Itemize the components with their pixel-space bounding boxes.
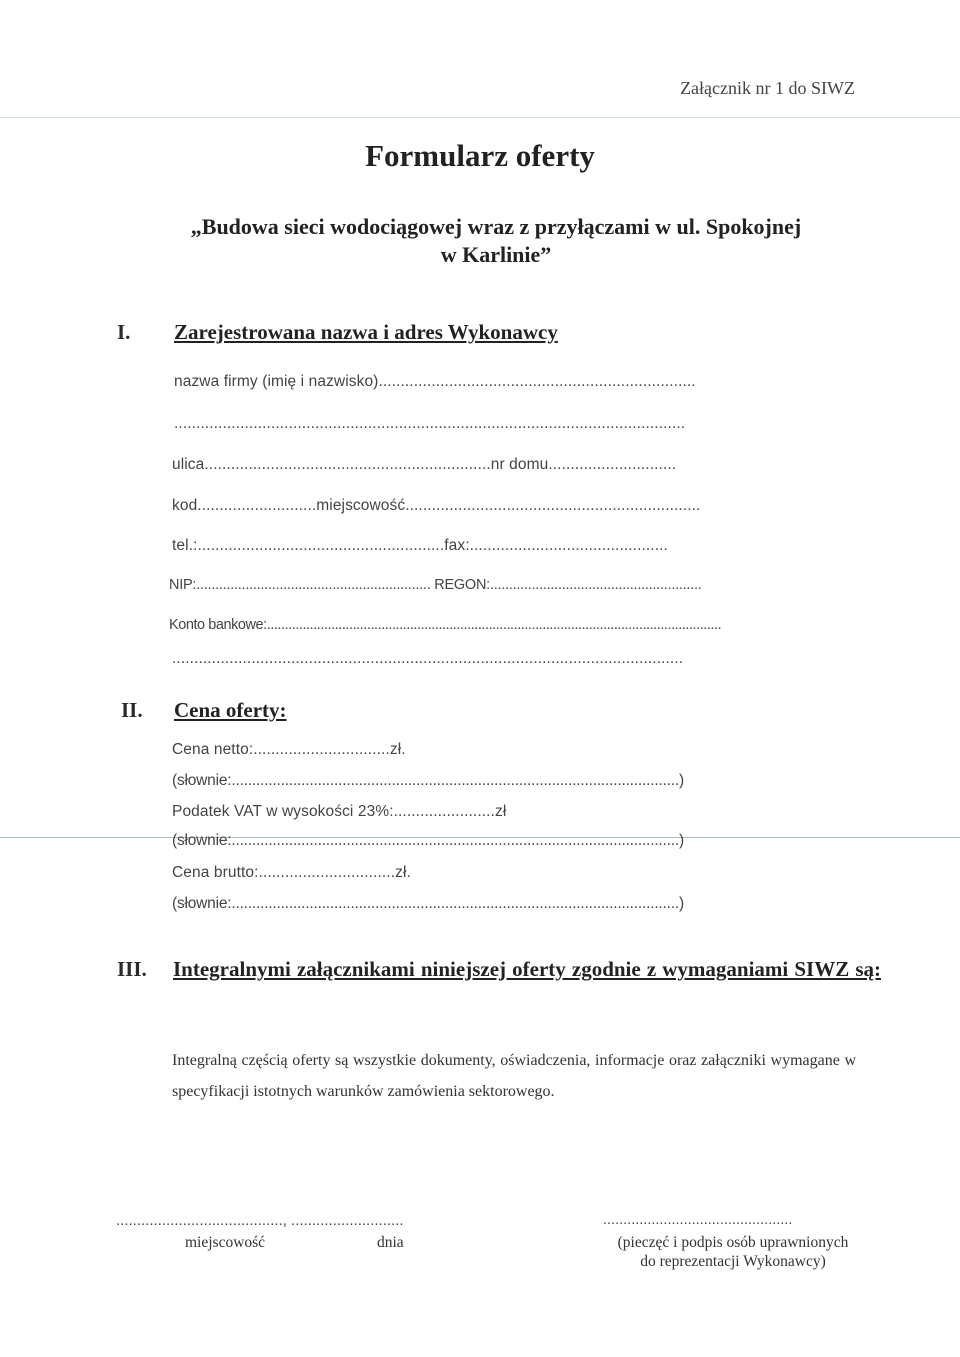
net-price-field[interactable]: Cena netto:...............................zł. [172,741,406,758]
gross-price-words-field[interactable]: (słownie:.............................................................................................................) [172,895,684,912]
signature-label-line-1: (pieczęć i podpis osób uprawnionych [617,1234,849,1251]
net-price-words-field[interactable]: (słownie:.............................................................................................................) [172,772,684,789]
postal-code-city-field[interactable]: kod...........................miejscowość................................................................... [172,497,701,514]
date-label: dnia [377,1234,404,1251]
signature-label-line-2: do reprezentacji Wykonawcy) [640,1253,826,1270]
nip-regon-field[interactable]: NIP:.............................................................. REGON:........................................................ [169,577,702,593]
company-name-continuation-field[interactable]: .................................................................................................................... [174,415,686,432]
street-field[interactable]: ulica.................................................................nr domu............................. [172,456,677,473]
place-date-dots[interactable]: ........................................, ........................... [116,1212,404,1229]
vat-words-field[interactable]: (słownie:.............................................................................................................) [172,832,684,849]
signature-dots[interactable]: ............................................... [603,1212,793,1228]
company-name-field[interactable]: nazwa firmy (imię i nazwisko)........................................................................ [174,373,696,390]
subtitle-line-1: „Budowa sieci wodociągowej wraz z przyłączami w ul. Spokojnej [190,214,802,239]
section-1-heading: Zarejestrowana nazwa i adres Wykonawcy [174,320,558,344]
subtitle-line-2: w Karlinie” [440,242,552,267]
place-label: miejscowość [185,1234,266,1251]
section-2-number: II. [121,698,143,722]
section-1-number: I. [117,320,131,344]
project-subtitle [176,213,816,269]
vat-field[interactable]: Podatek VAT w wysokości 23%:.......................zł [172,803,507,820]
signature-label [592,1233,874,1271]
bank-account-continuation-field[interactable]: .................................................................................................................... [172,650,684,667]
attachments-paragraph: Integralną częścią oferty są wszystkie dokumenty, oświadczenia, informacje oraz załączniki wymagane w specyfikacji istotnych warunków zamówienia sektorowego. [172,1052,856,1100]
section-3-heading: Integralnymi załącznikami niniejszej oferty zgodnie z wymaganiami SIWZ są: [173,957,881,981]
phone-fax-field[interactable]: tel.:........................................................fax:............................................. [172,537,668,554]
gross-price-field[interactable]: Cena brutto:...............................zł. [172,864,411,881]
annex-label: Załącznik nr 1 do SIWZ [680,78,855,98]
section-2-heading: Cena oferty: [174,698,287,722]
scan-line-top [0,117,960,118]
bank-account-field[interactable]: Konto bankowe:............................................................................................................................... [169,617,722,633]
section-3-number: III. [117,957,147,981]
page-title: Formularz oferty [365,138,595,173]
